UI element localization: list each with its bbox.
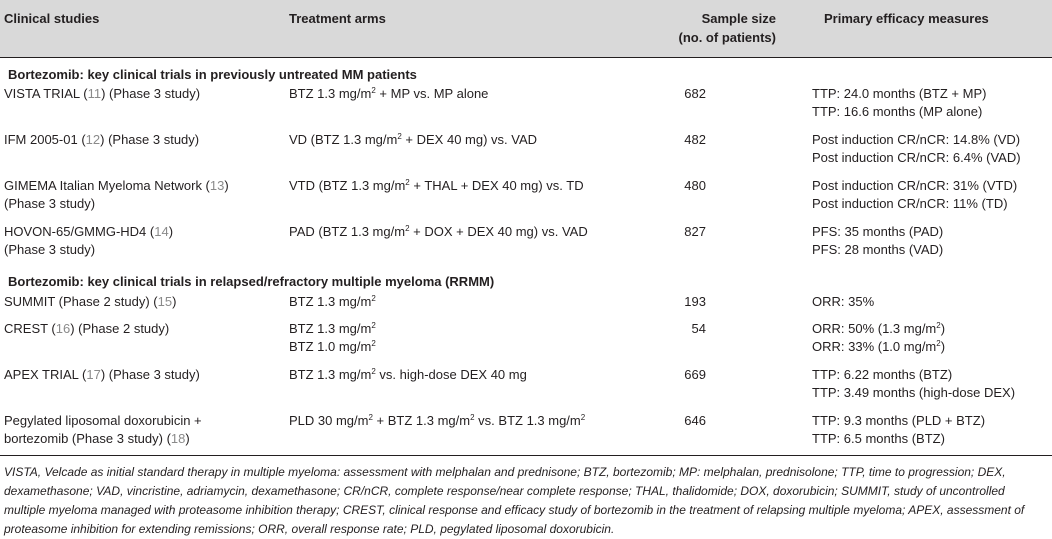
reference-link[interactable]: 18 (170, 431, 186, 446)
table-row-size: 646 (684, 413, 706, 428)
reference-link[interactable]: 17 (86, 367, 101, 382)
table-row-size: 682 (684, 86, 706, 101)
table-row-study-line2 (4, 430, 190, 449)
table-row-measure: PFS: 28 months (VAD) (812, 242, 944, 257)
table-row-arm (289, 85, 488, 104)
superscript: 2 (371, 367, 376, 376)
table-row-measure: ORR: 35% (812, 294, 875, 309)
superscript: 2 (580, 413, 586, 422)
arm-text: + THAL + DEX 40 mg) vs. TD (409, 178, 584, 193)
table-row-study (4, 293, 176, 312)
table-row-study (4, 85, 200, 104)
arm-text: PLD 30 mg/m (289, 413, 369, 428)
study-text: bortezomib (Phase 3 study) ( (4, 431, 171, 446)
table-row-arm (289, 223, 588, 242)
superscript: 2 (405, 224, 410, 233)
table-row-study (4, 320, 169, 339)
reference-link[interactable]: 13 (209, 178, 225, 193)
superscript: 2 (371, 294, 376, 303)
arm-text: BTZ 1.0 mg/m (289, 339, 372, 354)
table-row-arm (289, 320, 376, 339)
table-row-measure: Post induction CR/nCR: 6.4% (VAD) (812, 150, 1021, 165)
superscript: 2 (936, 321, 941, 330)
arm-text: BTZ 1.3 mg/m (289, 321, 372, 336)
superscript: 2 (371, 321, 376, 330)
header-sample-size (660, 9, 776, 47)
study-text: ) (Phase 2 study) (70, 321, 170, 336)
measure-text: ORR: 33% (1.0 mg/m (812, 339, 937, 354)
header-sample-size-line1: Sample size (701, 11, 776, 26)
arm-text: vs. high-dose DEX 40 mg (375, 367, 527, 382)
measure-text: ) (940, 321, 946, 336)
table-row-size: 480 (684, 178, 706, 193)
table-row-measure (812, 320, 945, 339)
study-text: ) (224, 178, 229, 193)
reference-link[interactable]: 12 (85, 132, 101, 147)
header-sample-size-line2: (no. of patients) (678, 30, 776, 45)
table-row-measure: Post induction CR/nCR: 11% (TD) (812, 196, 1008, 211)
arm-text: BTZ 1.3 mg/m (289, 86, 372, 101)
header-treatment-arms: Treatment arms (289, 11, 386, 26)
table-row-measure: TTP: 9.3 months (PLD + BTZ) (812, 413, 986, 428)
measure-text: ORR: 50% (1.3 mg/m (812, 321, 937, 336)
table-row-measure: TTP: 16.6 months (MP alone) (812, 104, 983, 119)
table-row-measure: TTP: 24.0 months (BTZ + MP) (812, 86, 987, 101)
study-text: ) (Phase 3 study) (100, 132, 200, 147)
reference-link[interactable]: 15 (157, 294, 173, 309)
section-heading-rrmm: Bortezomib: key clinical trials in relapsed/refractory multiple myeloma (RRMM) (8, 274, 495, 289)
table-row-study-line2: (Phase 3 study) (4, 242, 96, 257)
study-text: ) (185, 431, 190, 446)
arm-text: VTD (BTZ 1.3 mg/m (289, 178, 406, 193)
section-heading-untreated: Bortezomib: key clinical trials in previously untreated MM patients (8, 67, 417, 82)
arm-text: vs. BTZ 1.3 mg/m (474, 413, 581, 428)
study-text: ) (Phase 3 study) (101, 86, 201, 101)
reference-link[interactable]: 14 (154, 224, 169, 239)
study-text: GIMEMA Italian Myeloma Network ( (4, 178, 210, 193)
study-text: VISTA TRIAL ( (4, 86, 88, 101)
study-text: CREST ( (4, 321, 56, 336)
superscript: 2 (936, 339, 941, 348)
study-text: HOVON-65/GMMG-HD4 ( (4, 224, 155, 239)
table-row-arm (289, 412, 585, 431)
table-row-study-line2: (Phase 3 study) (4, 196, 96, 211)
table-row-measure: Post induction CR/nCR: 31% (VTD) (812, 178, 1018, 193)
table-row-study (4, 177, 229, 196)
study-text: IFM 2005-01 ( (4, 132, 86, 147)
table-row-measure: Post induction CR/nCR: 14.8% (VD) (812, 132, 1021, 147)
table-row-study (4, 366, 200, 385)
superscript: 2 (371, 86, 376, 95)
measure-text: ) (940, 339, 946, 354)
table-row-measure: PFS: 35 months (PAD) (812, 224, 944, 239)
table-row-measure: TTP: 3.49 months (high-dose DEX) (812, 385, 1016, 400)
table-row-size: 193 (684, 294, 706, 309)
table-row-arm-line2 (289, 338, 376, 357)
superscript: 2 (470, 413, 475, 422)
table-row-measure (812, 338, 945, 357)
table-row-size: 482 (684, 132, 706, 147)
superscript: 2 (371, 339, 376, 348)
arm-text: BTZ 1.3 mg/m (289, 367, 372, 382)
table-row-size: 827 (684, 224, 706, 239)
footnote: VISTA, Velcade as initial standard therapy in multiple myeloma: assessment with melphalan and prednisone; BTZ, bortezomib; MP: melphalan, prednisolone; TTP, time to progression; DEX, dexamethasone; VAD, vincristine, adriamycin, dexamethasone; CR/nCR, complete response/near complete response; THAL, thalidomide; DOX, doxorubicin; SUMMIT, study of uncontrolled multiple myeloma managed with proteasome inhibition therapy; CREST, clinical response and efficacy study of bortezomib in the treatment of relapsing multiple myeloma; APEX, assessment of proteasome inhibition for extending remissions; ORR, overall response rate; PLD, pegylated liposomal doxorubicin. (4, 465, 1025, 536)
table-row-measure: TTP: 6.5 months (BTZ) (812, 431, 945, 446)
table-row-arm (289, 131, 537, 150)
study-text: ) (168, 224, 174, 239)
table-row-study (4, 131, 199, 150)
arm-text: VD (BTZ 1.3 mg/m (289, 132, 398, 147)
arm-text: PAD (BTZ 1.3 mg/m (289, 224, 406, 239)
table-bottom-rule (0, 455, 1052, 456)
study-text: APEX TRIAL ( (4, 367, 87, 382)
table-row-study (4, 223, 173, 242)
table-row-arm (289, 293, 376, 312)
arm-text: BTZ 1.3 mg/m (289, 294, 372, 309)
table-row-measure: TTP: 6.22 months (BTZ) (812, 367, 953, 382)
arm-text: + MP vs. MP alone (375, 86, 489, 101)
table-row-arm (289, 366, 527, 385)
study-text: SUMMIT (Phase 2 study) ( (4, 294, 158, 309)
header-bottom-rule (0, 57, 1052, 58)
study-text: ) (Phase 3 study) (100, 367, 200, 382)
table-row-arm (289, 177, 584, 196)
superscript: 2 (405, 178, 410, 187)
table-row-study: Pegylated liposomal doxorubicin + (4, 413, 202, 428)
reference-link[interactable]: 16 (55, 321, 71, 336)
arm-text: + DEX 40 mg) vs. VAD (401, 132, 538, 147)
table-row-size: 669 (684, 367, 706, 382)
superscript: 2 (368, 413, 373, 422)
superscript: 2 (397, 132, 402, 141)
arm-text: + DOX + DEX 40 mg) vs. VAD (409, 224, 588, 239)
header-primary-efficacy: Primary efficacy measures (824, 11, 989, 26)
header-clinical-studies: Clinical studies (4, 11, 100, 26)
arm-text: + BTZ 1.3 mg/m (372, 413, 471, 428)
reference-link[interactable]: 11 (87, 86, 102, 101)
table-row-size: 54 (691, 321, 706, 336)
study-text: ) (172, 294, 177, 309)
